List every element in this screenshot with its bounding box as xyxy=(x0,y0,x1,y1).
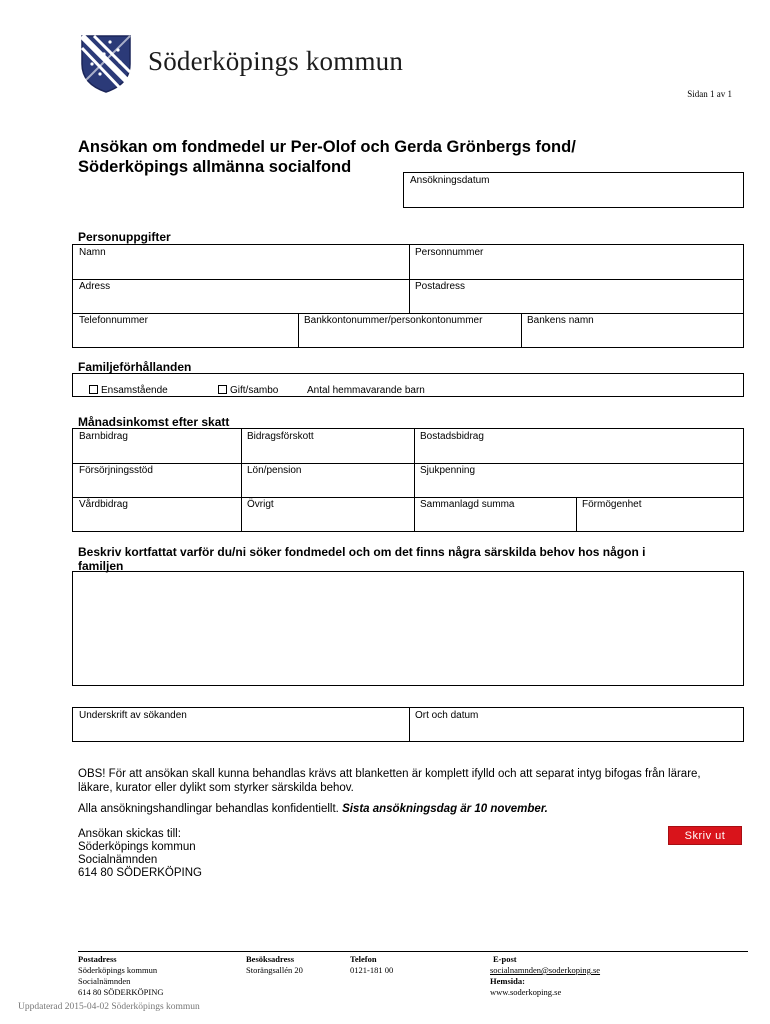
children-count-field[interactable]: Antal hemmavarande barn xyxy=(307,385,425,396)
single-label: Ensamstående xyxy=(101,385,168,396)
divider xyxy=(73,463,743,464)
divider xyxy=(298,313,299,348)
send-to-line3: 614 80 SÖDERKÖPING xyxy=(78,867,202,879)
description-heading xyxy=(78,545,645,573)
form-title xyxy=(78,137,576,177)
footer-phone-heading: Telefon xyxy=(350,954,377,964)
application-date-field[interactable] xyxy=(403,172,744,208)
personal-table xyxy=(72,244,744,348)
confidential-text: Alla ansökningshandlingar behandlas konfidentiellt. xyxy=(78,803,339,815)
footer-postal-line3: 614 80 SÖDERKÖPING xyxy=(78,987,164,997)
bank-name-field[interactable]: Bankens namn xyxy=(527,315,594,326)
bank-account-field[interactable]: Bankkontonummer/personkontonummer xyxy=(304,315,483,326)
confidential-notice xyxy=(78,802,548,816)
footer-postal-line2: Socialnämnden xyxy=(78,976,131,986)
municipality-name: Söderköpings kommun xyxy=(148,46,404,76)
send-to-address xyxy=(78,828,202,880)
footer-email-heading: E-post xyxy=(493,954,517,964)
income-heading: Månadsinkomst efter skatt xyxy=(78,415,230,429)
phone-field[interactable]: Telefonnummer xyxy=(79,315,148,326)
form-title-line1: Ansökan om fondmedel ur Per-Olof och Gerda Grönbergs fond/ xyxy=(78,138,576,156)
personal-heading: Personuppgifter xyxy=(78,230,171,244)
divider xyxy=(241,429,242,532)
social-support-field[interactable]: Försörjningsstöd xyxy=(79,465,153,476)
footer-visit-line1: Storängsallén 20 xyxy=(246,965,303,975)
postal-address-field[interactable]: Postadress xyxy=(415,281,466,292)
divider xyxy=(73,279,743,280)
place-date-field[interactable]: Ort och datum xyxy=(415,710,479,721)
divider xyxy=(409,245,410,313)
applicant-signature-field[interactable]: Underskrift av sökanden xyxy=(79,710,187,721)
footer-email-link[interactable]: socialnamnden@soderkoping.se xyxy=(490,965,601,975)
divider xyxy=(73,497,743,498)
divider xyxy=(73,313,743,314)
description-heading-line1: Beskriv kortfattat varför du/ni söker fondmedel och om det finns några särskilda behov hos någon i xyxy=(78,545,646,559)
divider xyxy=(409,708,410,742)
care-allowance-field[interactable]: Vårdbidrag xyxy=(79,499,128,510)
updated-note: Uppdaterad 2015-04-02 Söderköpings kommun xyxy=(18,1002,200,1012)
sickness-benefit-field[interactable]: Sjukpenning xyxy=(420,465,476,476)
footer-phone-line1: 0121-181 00 xyxy=(350,965,394,975)
signature-table xyxy=(72,707,744,742)
obs-notice xyxy=(78,767,701,795)
salary-pension-field[interactable]: Lön/pension xyxy=(247,465,302,476)
checkbox-single[interactable] xyxy=(89,385,98,394)
footer-contact xyxy=(490,954,600,998)
footer-postal-line1: Söderköpings kommun xyxy=(78,965,158,975)
housing-allowance-field[interactable]: Bostadsbidrag xyxy=(420,431,484,442)
name-field[interactable]: Namn xyxy=(79,247,106,258)
obs-notice-line2: läkare, kurator eller dylikt som styrker särskilda behov. xyxy=(78,782,354,794)
send-to-line1: Söderköpings kommun xyxy=(78,841,196,853)
other-income-field[interactable]: Övrigt xyxy=(247,499,274,510)
footer-web-heading: Hemsida: xyxy=(490,976,525,986)
obs-notice-line1: OBS! För att ansökan skall kunna behandlas krävs att blanketten är komplett ifylld och att separat intyg bifogas från lärare, xyxy=(78,768,701,780)
coat-of-arms-icon xyxy=(80,34,132,94)
checkbox-married[interactable] xyxy=(218,385,227,394)
page-indicator: Sidan 1 av 1 xyxy=(687,89,732,99)
divider xyxy=(576,497,577,532)
maintenance-support-field[interactable]: Bidragsförskott xyxy=(247,431,314,442)
divider xyxy=(414,429,415,532)
application-date-label: Ansökningsdatum xyxy=(410,175,490,186)
description-textarea[interactable] xyxy=(72,571,744,686)
footer-postal-heading: Postadress xyxy=(78,954,117,964)
family-table xyxy=(72,373,744,397)
footer-phone xyxy=(350,954,393,976)
footer-web-link[interactable]: www.soderkoping.se xyxy=(490,987,562,997)
footer-divider xyxy=(78,951,748,952)
total-sum-field[interactable]: Sammanlagd summa xyxy=(420,499,515,510)
form-title-line2: Söderköpings allmänna socialfond xyxy=(78,158,352,176)
divider xyxy=(521,313,522,348)
assets-field[interactable]: Förmögenhet xyxy=(582,499,642,510)
print-button[interactable]: Skriv ut xyxy=(668,826,742,845)
description-heading-line2: familjen xyxy=(78,559,124,573)
income-table xyxy=(72,428,744,532)
address-field[interactable]: Adress xyxy=(79,281,111,292)
child-benefit-field[interactable]: Barnbidrag xyxy=(79,431,128,442)
send-to-line2: Socialnämnden xyxy=(78,854,158,866)
family-heading: Familjeförhållanden xyxy=(78,360,192,374)
footer-visit-heading: Besöksadress xyxy=(246,954,295,964)
deadline-text: Sista ansökningsdag är 10 november. xyxy=(342,803,548,815)
send-to-label: Ansökan skickas till: xyxy=(78,828,181,840)
footer-visit xyxy=(246,954,303,976)
personal-number-field[interactable]: Personnummer xyxy=(415,247,484,258)
footer-postal xyxy=(78,954,163,998)
married-label: Gift/sambo xyxy=(230,385,279,396)
